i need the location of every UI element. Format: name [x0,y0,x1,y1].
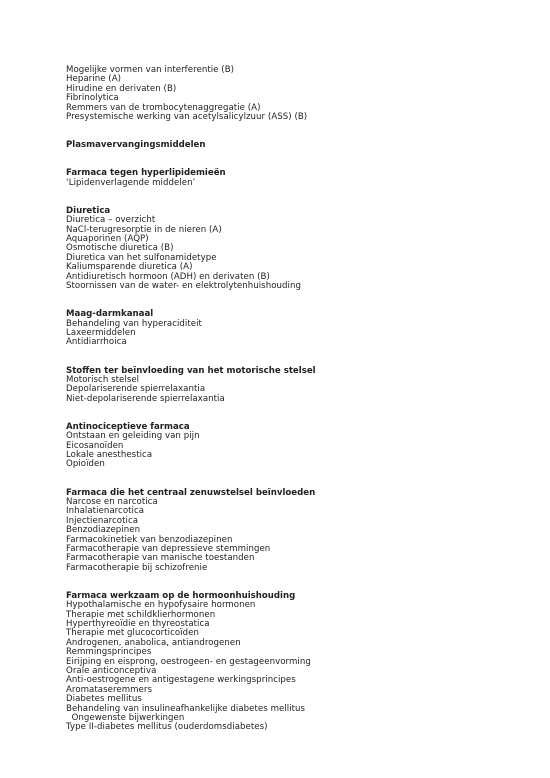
list-item: Diabetes mellitus [66,694,142,705]
section-block [66,141,506,150]
list-item: Type II-diabetes mellitus (ouderdomsdiabetes) [66,722,268,733]
section-heading: Farmaca die het centraal zenuwstelsel beïnvloeden [66,487,316,498]
list-item: Orale anticonceptiva [66,666,157,676]
list-item: Behandeling van hyperaciditeit [66,318,202,329]
list-item: Farmacotherapie bij schizofrenie [66,562,208,573]
document-content [66,66,506,733]
list-item: Ongewenste bijwerkingen [66,712,185,723]
list-item: Benzodiazepinen [66,525,141,536]
list-item: Therapie met schildklierhormonen [66,609,216,620]
list-item: Behandeling van insulineafhankelijke diabetes mellitus [66,703,306,714]
section-block [66,66,506,122]
list-item: Farmacotherapie van manische toestanden [66,553,255,564]
list-item: Osmotische diuretica (B) [66,243,174,254]
list-item: Hyperthyreoïdie en thyreostatica [66,619,210,630]
list-item: Diuretica – overzicht [66,215,156,226]
list-item: Farmacokinetiek van benzodiazepinen [66,534,233,545]
section-heading: Diuretica [66,205,111,216]
section-block [66,169,506,188]
list-item: Niet-depolariserende spierrelaxantia [66,393,225,404]
list-item: Stoornissen van de water- en elektrolytenhuishouding [66,280,301,291]
list-item: Aquaporinen (AQP) [66,234,149,245]
list-item: Depolariserende spierrelaxantia [66,384,206,395]
list-item: Eirijping en eisprong, oestrogeen- en gestageenvorming [66,656,311,667]
section-block [66,207,506,292]
list-item: Hirudine en derivaten (B) [66,83,177,94]
list-item: Antidiuretisch hormoon (ADH) en derivaten (B) [66,271,270,282]
section-heading: Maag-darmkanaal [66,309,154,320]
list-item: Antidiarrhoica [66,337,127,348]
section-heading: Plasmavervangingsmiddelen [66,140,206,151]
list-item: Diuretica van het sulfonamidetype [66,252,217,263]
list-item: NaCl-terugresorptie in de nieren (A) [66,224,222,235]
list-item: Inhalatienarcotica [66,506,145,517]
list-item: Heparine (A) [66,74,122,85]
list-item: Mogelijke vormen van interferentie (B) [66,65,235,75]
list-item: Hypothalamische en hypofysaire hormonen [66,600,256,611]
list-item: Aromataseremmers [66,684,152,695]
section-block [66,310,506,348]
list-item: Fibrinolytica [66,93,119,104]
section-block [66,423,506,470]
section-heading: Farmaca werkzaam op de hormoonhuishouding [66,590,296,601]
list-item: Laxeermiddelen [66,327,136,338]
list-item: Opioïden [66,459,105,470]
section-heading: Antinociceptieve farmaca [66,421,190,432]
list-item: Farmacotherapie van depressieve stemmingen [66,543,271,554]
section-block [66,367,506,405]
list-item: Ontstaan en geleiding van pijn [66,431,200,442]
section-heading: Stoffen ter beïnvloeding van het motorische stelsel [66,365,316,376]
list-item: Eicosanoïden [66,440,124,451]
list-item: Therapie met glucocorticoïden [66,628,199,639]
list-item: Lokale anesthestica [66,450,153,461]
list-item: Injectienarcotica [66,515,139,526]
list-item: Remmingsprincipes [66,647,152,658]
list-item: Anti-oestrogene en antigestagene werkingsprincipes [66,675,296,686]
list-item: Remmers van de trombocytenaggregatie (A) [66,102,261,113]
list-item: Androgenen, anabolica, antiandrogenen [66,637,241,648]
list-item: Motorisch stelsel [66,374,140,385]
section-block [66,489,506,574]
list-item: ‘Lipidenverlagende middelen’ [66,177,196,188]
section-heading: Farmaca tegen hyperlipidemieën [66,168,226,179]
section-block [66,592,506,733]
list-item: Kaliumsparende diuretica (A) [66,262,193,273]
list-item: Presystemische werking van acetylsalicylzuur (ASS) (B) [66,111,308,122]
list-item: Narcose en narcotica [66,496,158,507]
